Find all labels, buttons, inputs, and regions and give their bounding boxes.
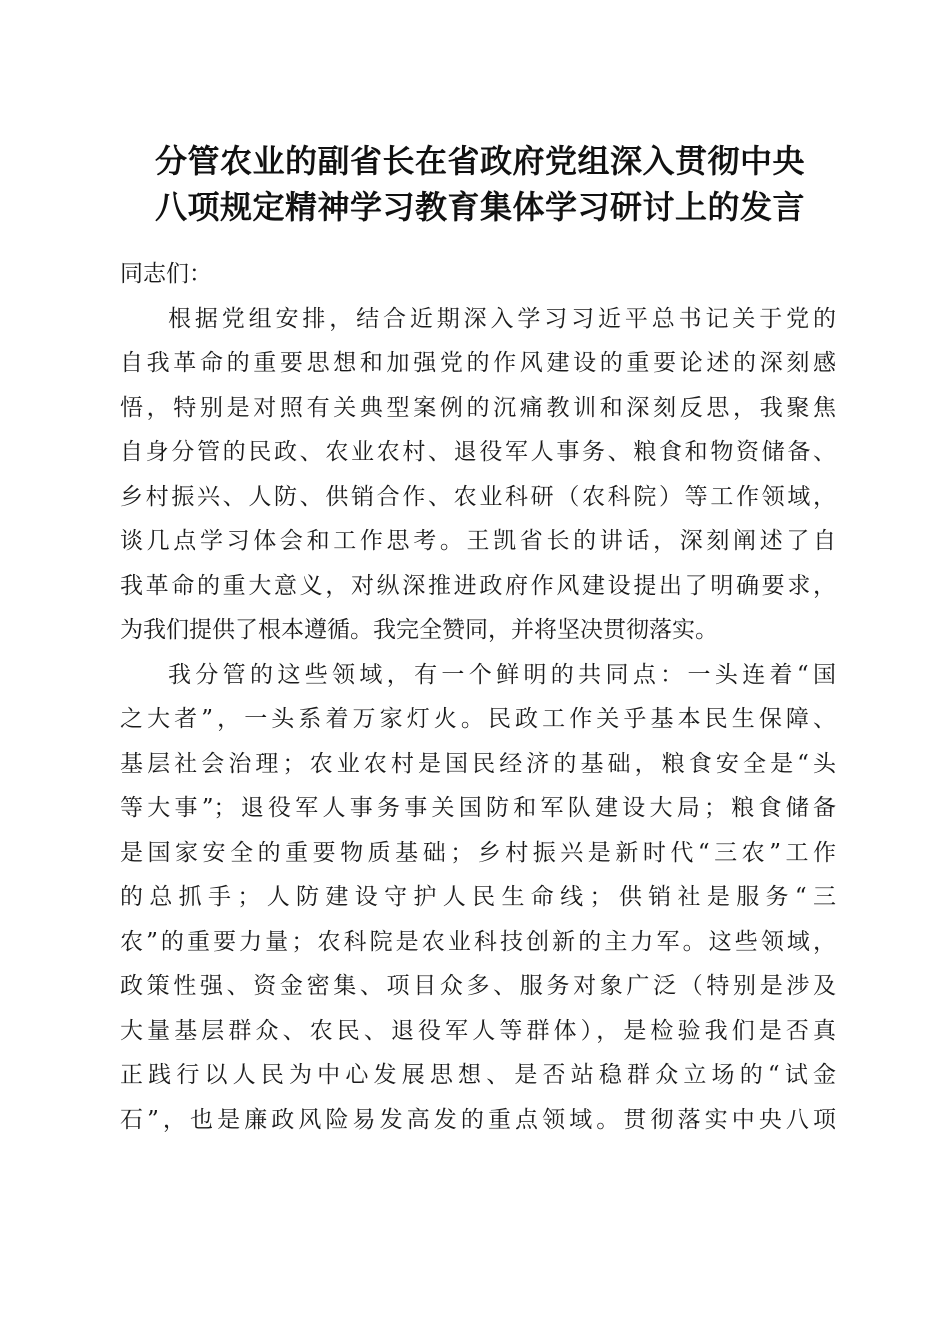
paragraph-line: 是国家安全的重要物质基础；乡村振兴是新时代“三农”工作: [120, 839, 836, 866]
paragraph-line: 的总抓手；人防建设守护人民生命线；供销社是服务“三: [120, 884, 836, 910]
paragraph-line: 农”的重要力量；农科院是农业科技创新的主力军。这些领域，: [120, 928, 836, 955]
paragraph-line: 自我革命的重要思想和加强党的作风建设的重要论述的深刻感: [120, 350, 836, 376]
paragraph-line: 正践行以人民为中心发展思想、是否站稳群众立场的“试金: [120, 1062, 836, 1088]
paragraph-line: 大量基层群众、农民、退役军人等群体），是检验我们是否真: [120, 1017, 836, 1044]
paragraph: [120, 297, 836, 653]
paragraph-line: 基层社会治理；农业农村是国民经济的基础，粮食安全是“头: [120, 750, 836, 777]
paragraph-line: 等大事”；退役军人事务事关国防和军队建设大局；粮食储备: [120, 795, 836, 821]
paragraph-line: 谈几点学习体会和工作思考。王凯省长的讲话，深刻阐述了自: [120, 528, 836, 554]
document-body: [120, 252, 836, 1142]
paragraph: [120, 653, 836, 1143]
paragraph-line: 政策性强、资金密集、项目众多、服务对象广泛（特别是涉及: [120, 973, 836, 999]
paragraph-line: 悟，特别是对照有关典型案例的沉痛教训和深刻反思，我聚焦: [120, 394, 836, 421]
paragraph-line: 为我们提供了根本遵循。我完全赞同，并将坚决贯彻落实。: [120, 617, 718, 643]
paragraph-line: 根据党组安排，结合近期深入学习习近平总书记关于党的: [168, 305, 836, 332]
document-title: [100, 138, 860, 230]
paragraph-line: 我革命的重大意义，对纵深推进政府作风建设提出了明确要求，: [120, 572, 836, 599]
paragraph-line: 乡村振兴、人防、供销合作、农业科研（农科院）等工作领域，: [120, 483, 836, 510]
paragraph-line: 我分管的这些领域，有一个鲜明的共同点：一头连着“国: [168, 661, 836, 688]
paragraph-line: 石”，也是廉政风险易发高发的重点领域。贯彻落实中央八项: [120, 1106, 836, 1133]
salutation: 同志们：: [120, 261, 212, 287]
paragraph-line: 之大者”，一头系着万家灯火。民政工作关乎基本民生保障、: [120, 706, 836, 732]
title-line: 分管农业的副省长在省政府党组深入贯彻中央: [154, 142, 805, 180]
title-line: 八项规定精神学习教育集体学习研讨上的发言: [154, 188, 805, 226]
paragraph-line: 自身分管的民政、农业农村、退役军人事务、粮食和物资储备、: [120, 439, 836, 465]
